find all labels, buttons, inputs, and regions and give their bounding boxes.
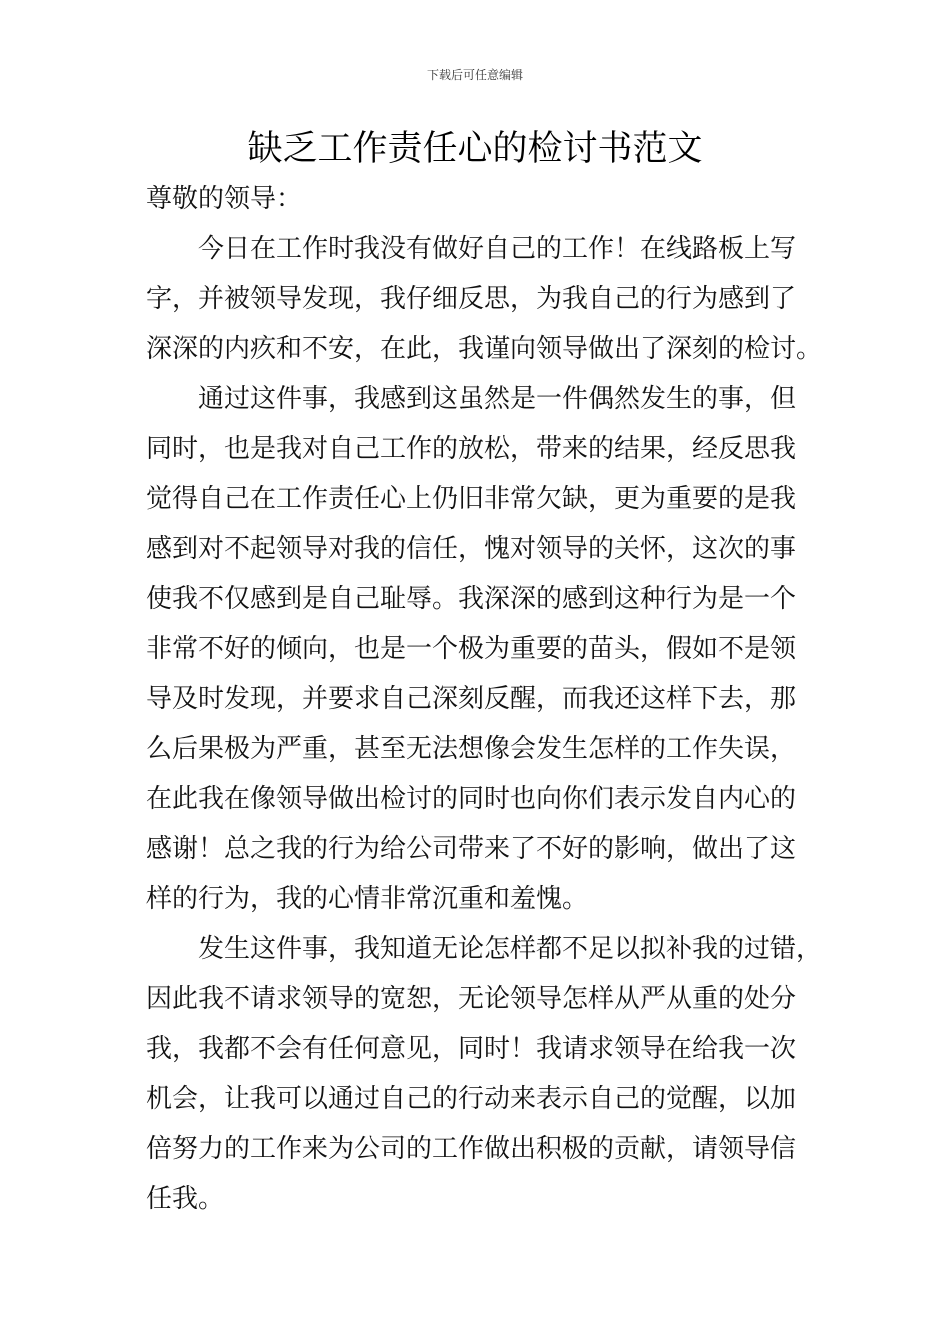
paragraph-1 [146,224,821,374]
header-note: 下载后可任意编辑 [426,68,523,82]
paragraph-line: 倍努力的工作来为公司的工作做出积极的贡献，请领导信 [146,1134,797,1164]
salutation: 尊敬的领导： [146,184,303,214]
paragraph-line: 字，并被领导发现，我仔细反思，为我自己的行为感到了 [146,284,797,314]
paragraph-line: 同时，也是我对自己工作的放松，带来的结果，经反思我 [146,434,797,464]
paragraph-line: 感到对不起领导对我的信任，愧对领导的关怀，这次的事 [146,534,797,564]
paragraph-3 [146,924,821,1224]
paragraph-line: 觉得自己在工作责任心上仍旧非常欠缺，更为重要的是我 [146,484,797,514]
paragraph-line: 通过这件事，我感到这虽然是一件偶然发生的事，但 [198,384,797,414]
paragraph-line: 使我不仅感到是自己耻辱。我深深的感到这种行为是一个 [146,584,797,614]
paragraph-line: 因此我不请求领导的宽恕，无论领导怎样从严从重的处分 [146,984,797,1014]
paragraph-line: 任我。 [146,1184,225,1214]
paragraph-line: 样的行为，我的心情非常沉重和羞愧。 [146,884,589,914]
paragraph-line: 机会，让我可以通过自己的行动来表示自己的觉醒，以加 [146,1084,797,1114]
paragraph-line: 在此我在像领导做出检讨的同时也向你们表示发自内心的 [146,784,797,814]
paragraph-line: 深深的内疚和不安，在此，我谨向领导做出了深刻的检讨。 [146,334,823,364]
document-body [146,177,821,1224]
document-title: 缺乏工作责任心的检讨书范文 [247,129,703,169]
paragraph-line: 非常不好的倾向，也是一个极为重要的苗头，假如不是领 [146,634,797,664]
paragraph-line: 感谢！总之我的行为给公司带来了不好的影响，做出了这 [146,834,797,864]
paragraph-line: 今日在工作时我没有做好自己的工作！在线路板上写 [198,234,797,264]
paragraph-line: 导及时发现，并要求自己深刻反醒，而我还这样下去，那 [146,684,797,714]
paragraph-line: 我，我都不会有任何意见，同时！我请求领导在给我一次 [146,1034,797,1064]
paragraph-2 [146,374,821,924]
paragraph-line: 么后果极为严重，甚至无法想像会发生怎样的工作失误， [146,734,797,764]
paragraph-line: 发生这件事，我知道无论怎样都不足以拟补我的过错， [198,934,823,964]
